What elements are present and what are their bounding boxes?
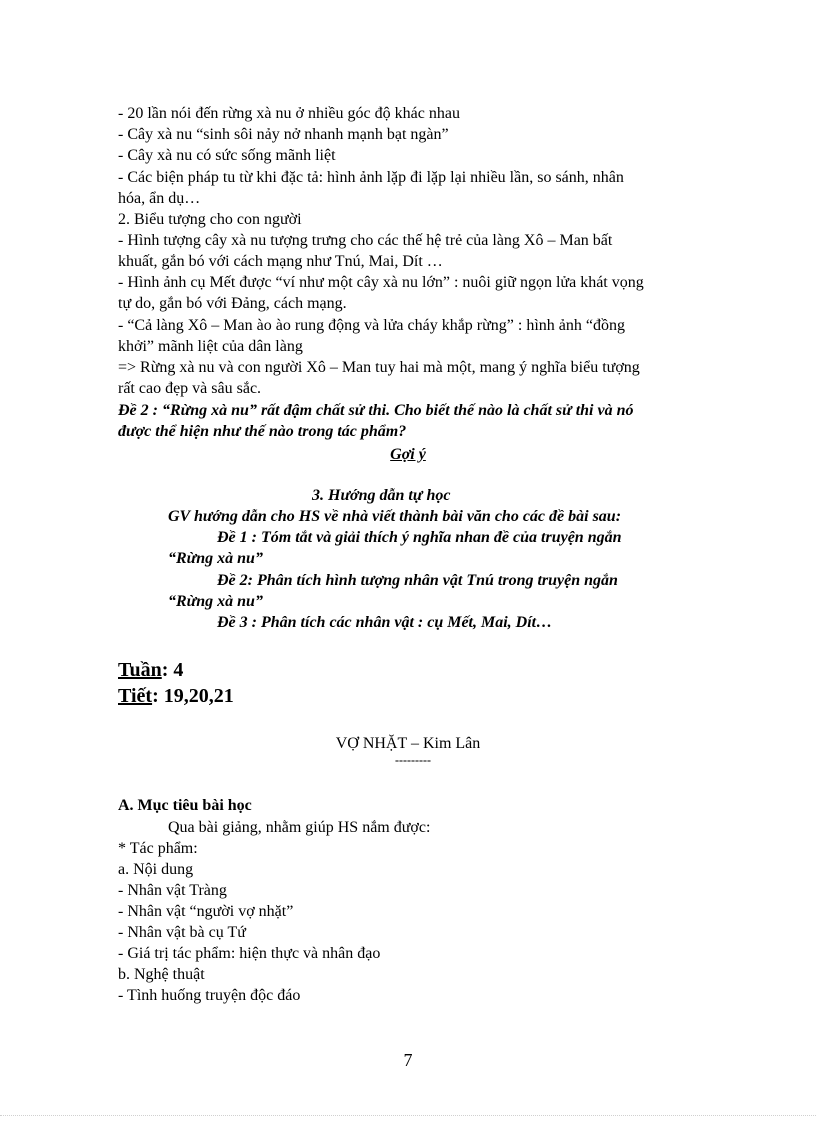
objectives-item: - Nhân vật bà cụ Tứ (118, 924, 246, 941)
title-rule: --------- (395, 753, 431, 767)
text-line: - Cây xà nu “sinh sôi nảy nở nhanh mạnh bạt ngàn” (118, 126, 449, 143)
hint-heading: Gợi ý (390, 446, 426, 463)
week-line (118, 657, 698, 683)
text-line: tự do, gắn bó với Đảng, cách mạng. (118, 295, 347, 312)
lesson-title: VỢ NHẶT – Kim Lân (335, 735, 481, 752)
objectives-item: - Nhân vật Tràng (118, 882, 227, 899)
self-study-heading: 3. Hướng dẫn tự học (312, 487, 451, 504)
text-line: - Hình ảnh cụ Mết được “ví như một cây xà nu lớn” : nuôi giữ ngọn lửa khát vọng (118, 274, 644, 291)
assignment-de1-cont: “Rừng xà nu” (168, 550, 263, 567)
objectives-item: - Nhân vật “người vợ nhặt” (118, 903, 294, 920)
period-line (118, 683, 698, 709)
page-bottom-divider (0, 1115, 816, 1116)
assignment-de3: Đề 3 : Phân tích các nhân vật : cụ Mết, Mai, Dít… (217, 614, 553, 631)
assignment-de2-cont: “Rừng xà nu” (168, 593, 263, 610)
guide-intro: GV hướng dẫn cho HS về nhà viết thành bài văn cho các đề bài sau: (168, 508, 622, 525)
week-label: Tuần (118, 659, 162, 681)
objectives-item: b. Nghệ thuật (118, 966, 205, 983)
objectives-item: - Tình huống truyện độc đáo (118, 987, 301, 1004)
text-line: - Các biện pháp tu từ khi đặc tả: hình ảnh lặp đi lặp lại nhiều lần, so sánh, nhân (118, 169, 624, 186)
assignment-de1-text: Đề 1 : Tóm tắt và giải thích ý nghĩa nhan đề của truyện ngắn (217, 529, 622, 546)
objectives-item: - Giá trị tác phẩm: hiện thực và nhân đạo (118, 945, 381, 962)
question-de2-cont: được thể hiện như thế nào trong tác phẩm? (118, 423, 407, 440)
objectives-item: * Tác phẩm: (118, 840, 198, 857)
period-label: Tiết (118, 685, 153, 707)
assignment-de2: Đề 2: Phân tích hình tượng nhân vật Tnú trong truyện ngắn (217, 572, 618, 589)
text-line: - 20 lần nói đến rừng xà nu ở nhiều góc độ khác nhau (118, 105, 460, 122)
text-line: khởi” mãnh liệt của dân làng (118, 338, 303, 355)
text-line: - “Cả làng Xô – Man ào ào rung động và lửa cháy khắp rừng” : hình ảnh “đồng (118, 317, 625, 334)
objectives-heading: A. Mục tiêu bài học (118, 797, 252, 814)
question-de2: Đề 2 : “Rừng xà nu” rất đậm chất sử thi. Cho biết thế nào là chất sử thi và nó (118, 402, 634, 419)
objectives-intro: Qua bài giảng, nhằm giúp HS nắm được: (168, 819, 431, 836)
text-line: hóa, ẩn dụ… (118, 190, 201, 207)
period-value: : 19,20,21 (152, 685, 234, 707)
assignment-de1 (217, 527, 695, 548)
week-value: : 4 (161, 659, 184, 681)
text-line: - Hình tượng cây xà nu tượng trưng cho các thế hệ trẻ của làng Xô – Man bất (118, 232, 613, 249)
text-line: - Cây xà nu có sức sống mãnh liệt (118, 147, 336, 164)
text-line: khuất, gắn bó với cách mạng như Tnú, Mai, Dít … (118, 253, 443, 270)
objectives-item: a. Nội dung (118, 861, 194, 878)
text-line: => Rừng xà nu và con người Xô – Man tuy hai mà một, mang ý nghĩa biểu tượng (118, 359, 640, 376)
text-line: 2. Biểu tượng cho con người (118, 211, 302, 228)
text-line: rất cao đẹp và sâu sắc. (118, 380, 262, 397)
page-number: 7 (403, 1050, 413, 1070)
